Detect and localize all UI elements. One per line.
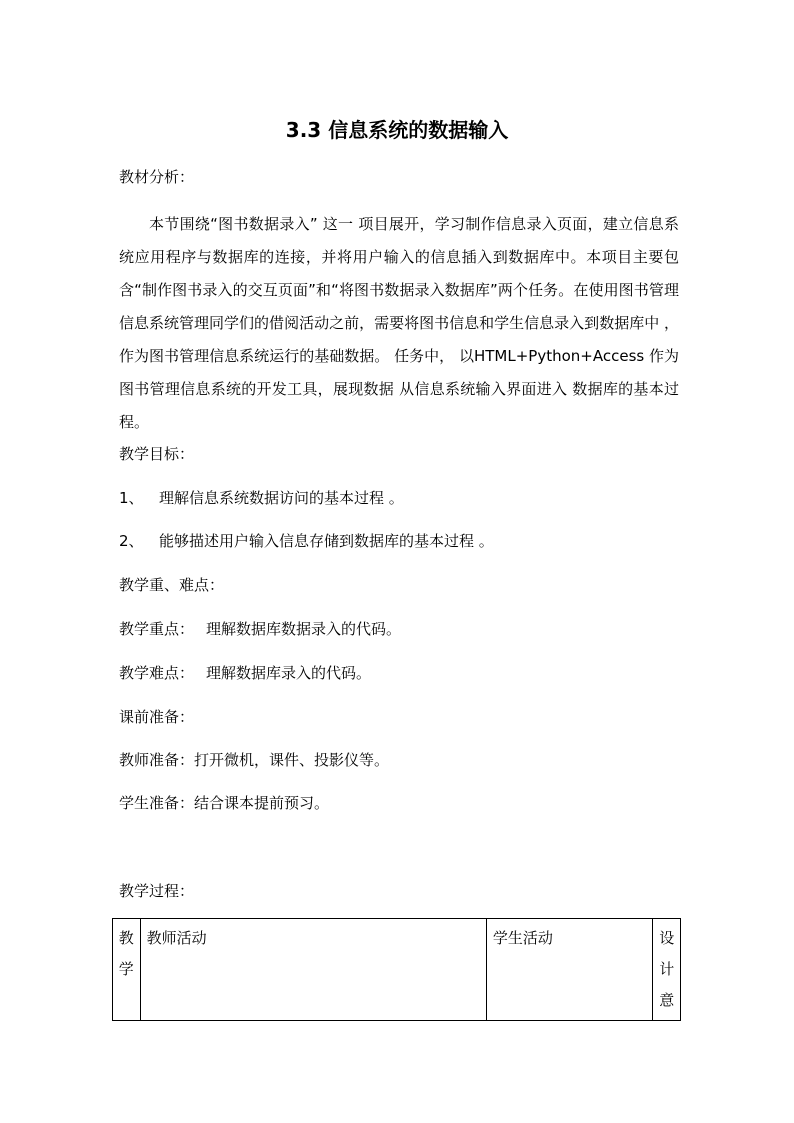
- objective-text: 能够描述用户输入信息存储到数据库的基本过程 。: [159, 532, 494, 550]
- objective-item: [119, 487, 404, 509]
- table-header-design-intent: 设计意: [653, 919, 681, 1021]
- difficult-point-label: 教学难点：: [119, 664, 195, 682]
- process-heading: 教学过程：: [119, 882, 195, 900]
- table-header-teacher-activity: 教师活动: [140, 919, 486, 1021]
- key-point-line: [119, 618, 401, 640]
- key-points-heading: 教学重、难点：: [119, 576, 225, 594]
- difficult-point-text: 理解数据库录入的代码。: [206, 664, 372, 682]
- table-header-stage: 教学: [113, 919, 141, 1021]
- objective-number: 2、: [119, 532, 144, 550]
- objective-text: 理解信息系统数据访问的基本过程 。: [159, 489, 404, 507]
- teaching-process-table: [112, 918, 681, 1021]
- analysis-heading: 教材分析：: [119, 168, 195, 186]
- objective-number: 1、: [119, 489, 144, 507]
- key-point-text: 理解数据库数据录入的代码。: [206, 620, 402, 638]
- table-header-student-activity: 学生活动: [486, 919, 653, 1021]
- objectives-heading: 教学目标：: [119, 445, 195, 463]
- difficult-point-line: [119, 662, 371, 684]
- table-row: [113, 919, 681, 1021]
- student-preparation: 学生准备：结合课本提前预习。: [119, 794, 330, 812]
- objective-item: [119, 530, 494, 552]
- analysis-paragraph: 本节围绕“图书数据录入” 这一 项目展开，学习制作信息录入页面，建立信息系统应用程序与数据库的连接，并将用户输入的信息插入到数据库中。本项目主要包含“制作图书录入的交互页面”和“将图书数据录入数据库”两个任务。在使用图书管理信息系统管理同学们的借阅活动之前，需要将图书信息和学生信息录入到数据库中 ， 作为图书管理信息系统运行的基础数据。 任务中， 以HTML+Python+Access 作为图书管理信息系统的开发工具，展现数据 从信息系统输入界面进入 数据库的基本过程。: [119, 215, 679, 431]
- preparation-heading: 课前准备：: [119, 708, 195, 726]
- key-point-label: 教学重点：: [119, 620, 195, 638]
- teacher-preparation: 教师准备：打开微机，课件、投影仪等。: [119, 751, 390, 769]
- page-title: 3.3 信息系统的数据输入: [285, 118, 509, 142]
